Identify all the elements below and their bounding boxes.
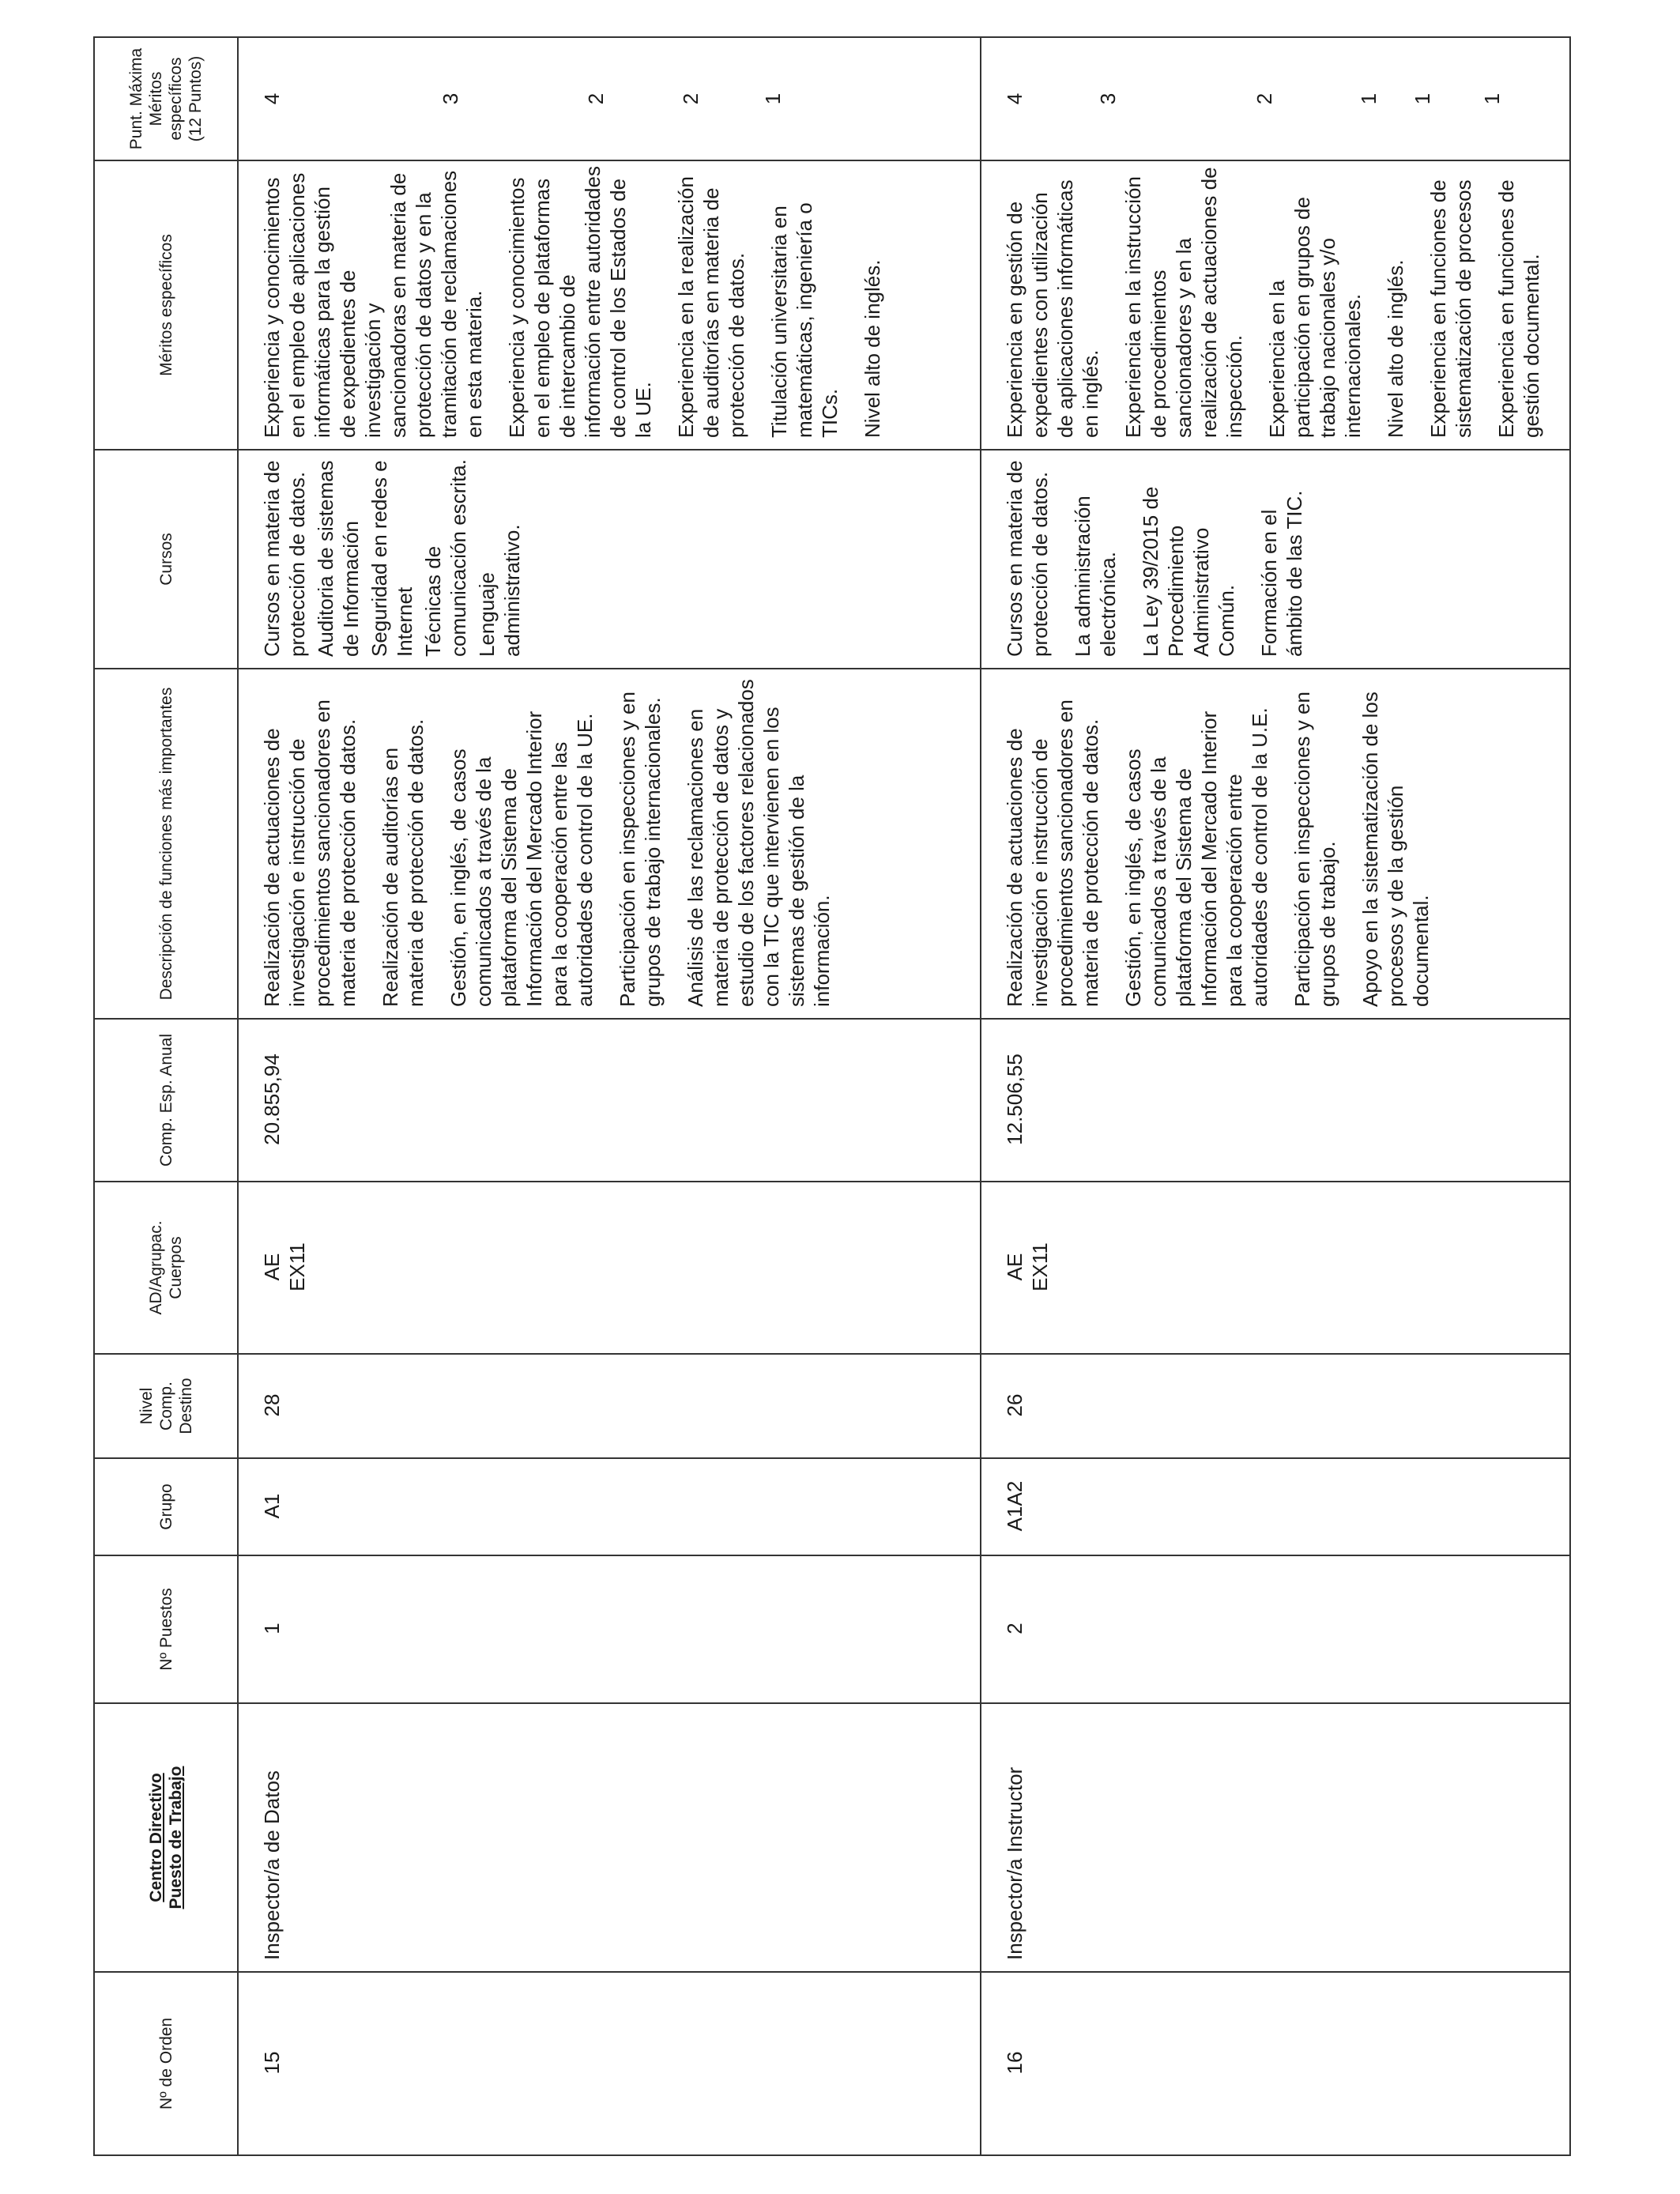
vacancy-table — [93, 36, 1571, 2156]
cuerpos-value: EX11 — [1028, 1242, 1052, 1291]
curso-item: Auditoria de sistemas de Información — [314, 460, 363, 657]
punto-value: 1 — [761, 92, 785, 105]
merito-item: Experiencia en la participación en grupos de trabajo nacionales y/o internacionales. — [1265, 197, 1365, 438]
cell-nivel: 26 — [981, 1354, 1570, 1458]
header-row — [94, 37, 238, 2155]
merito-item: Experiencia y conocimientos en el empleo de plataformas de intercambio de información entre autoridades de control de los Estados de la UE. — [505, 166, 655, 438]
cell-comp: 12.506,55 — [981, 1019, 1570, 1182]
punto-value: 2 — [679, 92, 703, 105]
funcion-item: Participación en inspecciones y en grupos de trabajo. — [1290, 692, 1339, 1007]
merito-item: Experiencia en funciones de sistematización de procesos — [1426, 179, 1475, 438]
cell-meritos — [981, 160, 1570, 450]
cell-puesto: Inspector/a Instructor — [981, 1703, 1570, 1972]
cell-puestos: 2 — [981, 1555, 1570, 1703]
merito-item: Experiencia y conocimientos en el empleo de aplicaciones informáticas para la gestión de expedientes de investigación y sancionadoras en materia de protección de datos y en la tramitación de reclamaciones en esta materia. — [260, 170, 486, 438]
funcion-item: Gestión, en inglés, de casos comunicados a través de la plataforma del Sistema de Información del Mercado Interior para la cooperación entre las autoridades de control de la UE. — [446, 711, 597, 1007]
curso-item: La Ley 39/2015 de Procedimiento Administrativo Común. — [1139, 486, 1238, 657]
merito-item: Experiencia en la instrucción de procedimientos sancionadores y en la realización de actuaciones de inspección. — [1121, 167, 1246, 438]
punto-value: 1 — [1480, 92, 1504, 105]
header-nivel: Nivel Comp. Destino — [94, 1354, 238, 1458]
header-puestos: Nº Puestos — [94, 1555, 238, 1703]
punto-value: 2 — [584, 92, 608, 105]
funcion-item: Realización de actuaciones de investigación e instrucción de procedimientos sancionadores en materia de protección de datos. — [260, 699, 360, 1007]
cell-comp: 20.855,94 — [238, 1019, 981, 1182]
header-comp: Comp. Esp. Anual — [94, 1019, 238, 1182]
cell-funciones — [981, 669, 1570, 1019]
rotated-page — [93, 38, 1563, 2156]
curso-item: Cursos en materia de protección de datos. — [260, 460, 309, 657]
header-meritos: Méritos específicos — [94, 160, 238, 450]
header-funciones: Descripción de funciones más importantes — [94, 669, 238, 1019]
cell-grupo: A1 — [238, 1458, 981, 1555]
funcion-item: Realización de actuaciones de investigación e instrucción de procedimientos sancionadores en materia de protección de datos. — [1003, 699, 1102, 1007]
curso-item: Cursos en materia de protección de datos. — [1003, 460, 1052, 657]
cell-puntos — [238, 37, 981, 160]
cell-grupo: A1A2 — [981, 1458, 1570, 1555]
curso-item: Lenguaje administrativo. — [475, 524, 524, 657]
merito-item: Experiencia en gestión de expedientes con utilización de aplicaciones informáticas en inglés. — [1003, 179, 1102, 438]
merito-item: Nivel alto de inglés. — [861, 259, 884, 438]
header-puesto-trabajo: Puesto de Trabajo — [167, 1766, 185, 1909]
header-orden: Nº de Orden — [94, 1972, 238, 2155]
punto-value: 2 — [1252, 92, 1276, 105]
punto-value: 1 — [1411, 92, 1434, 105]
curso-item: Seguridad en redes e Internet — [367, 460, 416, 657]
merito-item: Experiencia en funciones de gestión documental. — [1494, 179, 1543, 438]
cell-orden: 15 — [238, 1972, 981, 2155]
cell-cursos — [981, 450, 1570, 669]
merito-item: Titulación universitaria en matemáticas, ingeniería o TICs. — [767, 202, 842, 438]
merito-item: Experiencia en la realización de auditorías en materia de protección de datos. — [674, 176, 748, 438]
funcion-item: Apoyo en la sistematización de los procesos y de la gestión documental. — [1358, 692, 1433, 1007]
merito-item: Nivel alto de inglés. — [1384, 259, 1407, 438]
cell-ad — [238, 1182, 981, 1354]
punto-value: 4 — [1003, 92, 1026, 105]
curso-item: La administración electrónica. — [1071, 496, 1120, 657]
cell-puntos — [981, 37, 1570, 160]
cell-puesto: Inspector/a de Datos — [238, 1703, 981, 1972]
cuerpos-value: EX11 — [285, 1242, 309, 1291]
ad-value: AE — [1003, 1253, 1026, 1281]
punto-value: 3 — [439, 92, 462, 105]
header-cursos: Cursos — [94, 450, 238, 669]
header-centro — [94, 1703, 238, 1972]
punto-value: 4 — [260, 92, 284, 105]
funcion-item: Gestión, en inglés, de casos comunicados a través de la plataforma del Sistema de Información del Mercado Interior para la cooperación entre autoridades de control de la U.E. — [1121, 707, 1271, 1007]
cell-meritos — [238, 160, 981, 450]
header-ad: AD/Agrupac. Cuerpos — [94, 1182, 238, 1354]
curso-item: Formación en el ámbito de las TIC. — [1257, 490, 1306, 657]
table-row — [981, 37, 1570, 2155]
funcion-item: Análisis de las reclamaciones en materia de protección de datos y estudio de los factores relacionados con la TIC que intervienen en los sistemas de gestión de la información. — [684, 679, 834, 1007]
header-grupo: Grupo — [94, 1458, 238, 1555]
punto-value: 1 — [1357, 92, 1381, 105]
cell-orden: 16 — [981, 1972, 1570, 2155]
funcion-item: Participación en inspecciones y en grupos de trabajo internacionales. — [616, 692, 665, 1007]
cell-puestos: 1 — [238, 1555, 981, 1703]
curso-item: Técnicas de comunicación escrita. — [421, 459, 470, 657]
ad-value: AE — [260, 1253, 284, 1281]
cell-ad — [981, 1182, 1570, 1354]
header-punt: Punt. Máxima Méritos específicos (12 Puntos) — [94, 37, 238, 160]
table-row — [238, 37, 981, 2155]
punto-value: 3 — [1096, 92, 1120, 105]
cell-cursos — [238, 450, 981, 669]
header-centro-directivo: Centro Directivo — [147, 1773, 165, 1902]
cell-funciones — [238, 669, 981, 1019]
cell-nivel: 28 — [238, 1354, 981, 1458]
funcion-item: Realización de auditorías en materia de protección de datos. — [379, 718, 428, 1007]
